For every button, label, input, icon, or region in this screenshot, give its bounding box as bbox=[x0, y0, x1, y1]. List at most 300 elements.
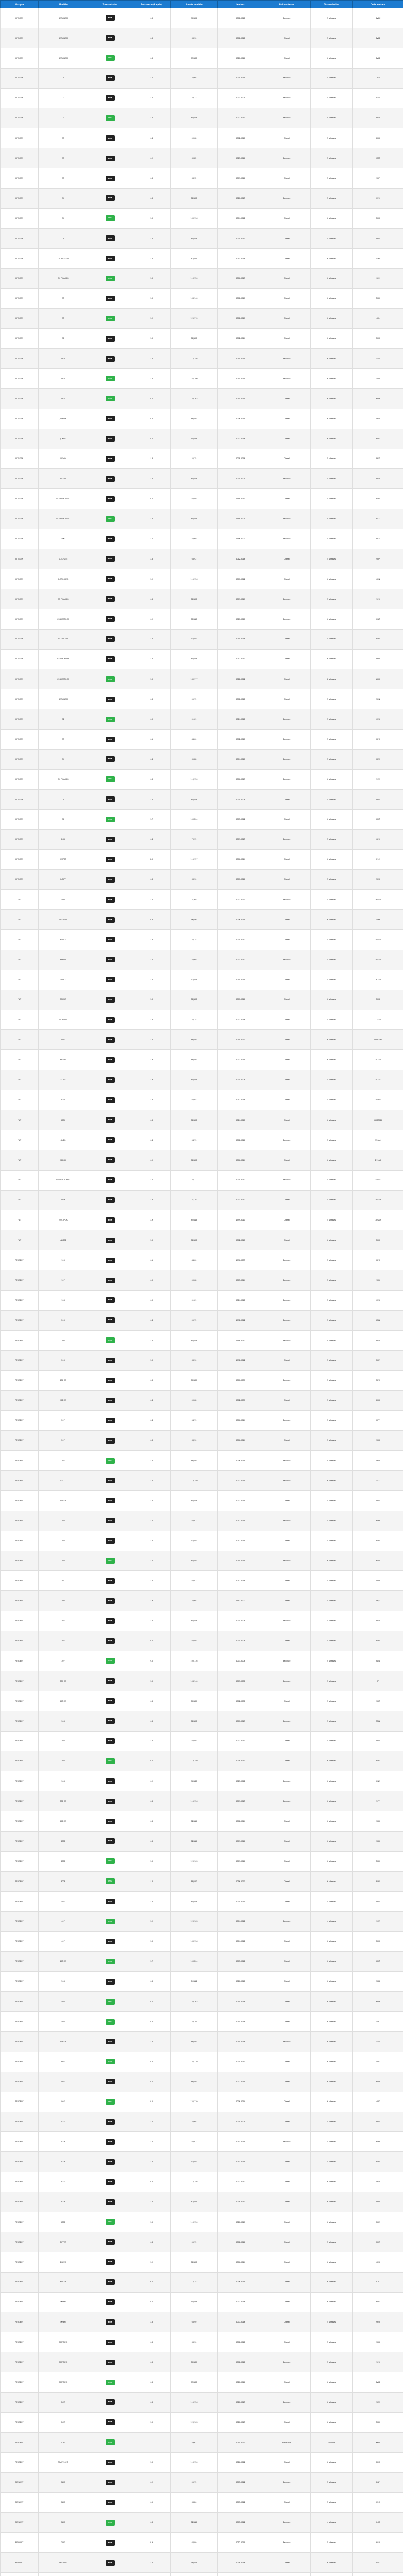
table-cell: 55/75 bbox=[171, 2472, 218, 2493]
transmission-badge: BVM bbox=[106, 2540, 115, 2546]
table-cell: 5FX bbox=[353, 769, 403, 789]
table-cell: 1.2 bbox=[132, 1771, 171, 1791]
transmission-badge: BVM bbox=[106, 256, 115, 261]
table-cell: 100/136 bbox=[171, 1931, 218, 1952]
table-cell: C4 bbox=[39, 208, 88, 228]
table-cell: Diesel bbox=[263, 1150, 311, 1170]
table-cell: 199A2 bbox=[353, 929, 403, 950]
table-cell: 120/163 bbox=[171, 1992, 218, 2012]
table-cell: Diesel bbox=[263, 2172, 311, 2192]
table-cell: 5 vitesses bbox=[311, 1010, 353, 1030]
table-cell: 96/130 bbox=[171, 1771, 218, 1791]
table-cell: PEUGEOT bbox=[1, 1891, 39, 1911]
table-cell: 110/150 bbox=[171, 2212, 218, 2232]
table-cell: FIAT bbox=[1, 1030, 39, 1050]
table-cell: 120/163 bbox=[171, 388, 218, 409]
table-cell: PEUGEOT bbox=[1, 2012, 39, 2032]
transmission-badge: BVM bbox=[106, 1838, 115, 1844]
table-row bbox=[1, 1631, 403, 1651]
table-cell: Diesel bbox=[263, 2252, 311, 2272]
table-cell: CITROEN bbox=[1, 469, 39, 489]
table-cell: 6 vitesses bbox=[311, 1771, 353, 1791]
table-cell: 5 vitesses bbox=[311, 1210, 353, 1230]
table-cell: 4007 bbox=[39, 2172, 88, 2192]
transmission-badge: BVM bbox=[106, 1297, 115, 1303]
table-cell: 115/156 bbox=[171, 2172, 218, 2192]
table-cell: C5 bbox=[39, 789, 88, 809]
table-cell: 55/75 bbox=[171, 449, 218, 469]
table-cell: 1.2 bbox=[132, 950, 171, 970]
table-cell: 1.6 bbox=[132, 1791, 171, 1811]
transmission-badge: BVA bbox=[106, 2099, 115, 2105]
table-cell: 6 vitesses bbox=[311, 809, 353, 829]
table-cell: Diesel bbox=[263, 1531, 311, 1551]
table-cell: 55/75 bbox=[171, 689, 218, 709]
table-cell bbox=[88, 2372, 132, 2393]
table-cell: 308 SW bbox=[39, 1811, 88, 1832]
table-cell: Diesel bbox=[263, 549, 311, 569]
table-cell: 2013-2016 bbox=[218, 148, 263, 168]
table-cell: 5 vitesses bbox=[311, 749, 353, 769]
table-cell bbox=[88, 1050, 132, 1070]
table-cell: 103/140 bbox=[171, 1671, 218, 1691]
table-cell: CITROEN bbox=[1, 730, 39, 750]
table-cell bbox=[88, 28, 132, 48]
transmission-badge: BVM bbox=[106, 156, 115, 161]
table-row bbox=[1, 910, 403, 930]
table-cell: 2011-2018 bbox=[218, 2012, 263, 2032]
table-cell: PEUGEOT bbox=[1, 1571, 39, 1591]
transmission-badge: BVM bbox=[106, 756, 115, 762]
table-cell: 4HL bbox=[353, 309, 403, 329]
table-cell bbox=[88, 2192, 132, 2212]
column-header: Modèle bbox=[39, 1, 88, 8]
table-cell: 2010-2015 bbox=[218, 189, 263, 209]
table-cell: 1.6 bbox=[132, 2513, 171, 2533]
table-cell: 807 bbox=[39, 2072, 88, 2092]
table-cell: HMZ bbox=[353, 2132, 403, 2152]
table-cell: 1.6 bbox=[132, 1571, 171, 1591]
table-cell: 5 vitesses bbox=[311, 2472, 353, 2493]
table-cell: 88/120 bbox=[171, 1230, 218, 1250]
transmission-badge: BVM bbox=[106, 2560, 115, 2566]
table-cell: Essence bbox=[263, 890, 311, 910]
table-cell: 120/163 bbox=[171, 1911, 218, 1931]
table-cell: Électrique bbox=[263, 2432, 311, 2452]
table-row bbox=[1, 68, 403, 88]
table-row bbox=[1, 168, 403, 189]
table-cell: 88/120 bbox=[171, 409, 218, 429]
table-cell: CLIO bbox=[39, 2493, 88, 2513]
table-cell: 2.0 bbox=[132, 2212, 171, 2232]
transmission-badge: BVM bbox=[106, 1017, 115, 1023]
table-cell: 2.0 bbox=[132, 1350, 171, 1370]
table-cell bbox=[88, 1150, 132, 1170]
table-cell: RENAULT bbox=[1, 2553, 39, 2573]
table-cell: 2.0 bbox=[132, 268, 171, 289]
table-cell: Essence bbox=[263, 1170, 311, 1190]
table-cell: 2008-2016 bbox=[218, 2553, 263, 2573]
table-cell: Diesel bbox=[263, 429, 311, 449]
table-cell: HFX bbox=[353, 730, 403, 750]
table-cell: BHY bbox=[353, 1531, 403, 1551]
table-cell: Essence bbox=[263, 1671, 311, 1691]
table-cell: RHR bbox=[353, 329, 403, 349]
table-cell: 1997-2002 bbox=[218, 1591, 263, 1611]
table-cell: 6 vitesses bbox=[311, 2372, 353, 2393]
table-cell: 110/150 bbox=[171, 1751, 218, 1771]
table-cell: 2005-2014 bbox=[218, 68, 263, 88]
table-cell: 80/109 bbox=[171, 789, 218, 809]
table-cell: 90/122 bbox=[171, 8, 218, 28]
table-cell: Essence bbox=[263, 1130, 311, 1150]
transmission-badge: BVM bbox=[106, 616, 115, 622]
table-cell bbox=[88, 2212, 132, 2232]
transmission-badge: BVM bbox=[106, 2039, 115, 2044]
table-cell: 2003-2012 bbox=[218, 950, 263, 970]
table-cell: 4HL bbox=[353, 2012, 403, 2032]
table-cell bbox=[88, 369, 132, 389]
table-cell: 1.8 bbox=[132, 509, 171, 529]
table-cell: CITROEN bbox=[1, 289, 39, 309]
table-row bbox=[1, 1110, 403, 1130]
table-cell: Diesel bbox=[263, 2553, 311, 2573]
table-cell bbox=[88, 709, 132, 730]
table-cell: FIAT bbox=[1, 1210, 39, 1230]
table-cell: DS4 bbox=[39, 369, 88, 389]
table-cell: 1.4 bbox=[132, 1130, 171, 1150]
table-row bbox=[1, 409, 403, 429]
table-cell: 2.2 bbox=[132, 309, 171, 329]
table-cell: 1.1 bbox=[132, 529, 171, 549]
table-cell: 308 bbox=[39, 1771, 88, 1791]
table-cell: FIAT bbox=[1, 990, 39, 1010]
table-cell: 5 vitesses bbox=[311, 890, 353, 910]
table-cell: 2.2 bbox=[132, 2172, 171, 2192]
table-cell: 2001-2008 bbox=[218, 1070, 263, 1090]
table-cell: 82/112 bbox=[171, 2513, 218, 2533]
table-cell: 73/100 bbox=[171, 1531, 218, 1551]
table-row bbox=[1, 1651, 403, 1671]
table-cell: 192A8 bbox=[353, 1050, 403, 1070]
table-cell: 88/120 bbox=[171, 2072, 218, 2092]
table-cell: 3.0 bbox=[132, 2272, 171, 2292]
table-cell: 1.4 bbox=[132, 829, 171, 850]
table-cell: Essence bbox=[263, 2031, 311, 2052]
table-cell bbox=[88, 48, 132, 68]
table-cell: FHZ bbox=[353, 2232, 403, 2252]
table-cell: 2.0 bbox=[132, 1230, 171, 1250]
table-cell: 207 bbox=[39, 1431, 88, 1451]
table-cell: 2004-2011 bbox=[218, 1931, 263, 1952]
table-cell: 2014-2019 bbox=[218, 1551, 263, 1571]
table-cell: 1.2 bbox=[132, 2132, 171, 2152]
table-cell: 307 CC bbox=[39, 1671, 88, 1691]
table-cell: Essence bbox=[263, 2392, 311, 2412]
table-cell: 1.6 bbox=[132, 1451, 171, 1471]
table-cell bbox=[88, 1431, 132, 1451]
table-row bbox=[1, 1471, 403, 1491]
table-cell: Essence bbox=[263, 2533, 311, 2553]
table-cell: — bbox=[132, 2432, 171, 2452]
table-cell: EXPERT bbox=[39, 2292, 88, 2312]
table-cell: 8HX bbox=[353, 128, 403, 148]
transmission-badge: BVM bbox=[106, 1939, 115, 1944]
table-cell bbox=[88, 1411, 132, 1431]
table-cell: 207 SW bbox=[39, 1490, 88, 1511]
table-cell: 110/150 bbox=[171, 1471, 218, 1491]
table-cell: 1.1 bbox=[132, 730, 171, 750]
table-cell: 6 vitesses bbox=[311, 329, 353, 349]
transmission-badge: BVM bbox=[106, 1358, 115, 1363]
table-cell: 2016-2022 bbox=[218, 2452, 263, 2472]
table-cell: 2007-2013 bbox=[218, 1731, 263, 1751]
table-cell: BERLINGO bbox=[39, 689, 88, 709]
transmission-badge: BVM bbox=[106, 1378, 115, 1383]
transmission-badge: BVA bbox=[106, 1919, 115, 1924]
table-cell: 2002-2010 bbox=[218, 128, 263, 148]
table-cell: 9HU bbox=[353, 870, 403, 890]
table-cell: 88/120 bbox=[171, 2031, 218, 2052]
table-cell: 2.0 bbox=[132, 2072, 171, 2092]
transmission-badge: BVA bbox=[106, 717, 115, 722]
transmission-badge: BVM bbox=[106, 1498, 115, 1503]
table-cell bbox=[88, 890, 132, 910]
table-cell: Diesel bbox=[263, 1190, 311, 1210]
table-cell: 2010-2015 bbox=[218, 2412, 263, 2432]
table-cell: CITROEN bbox=[1, 569, 39, 589]
table-cell: PEUGEOT bbox=[1, 2092, 39, 2112]
table-cell: UHZ bbox=[353, 809, 403, 829]
table-cell: 2006-2014 bbox=[218, 1451, 263, 1471]
table-cell bbox=[88, 2112, 132, 2132]
table-cell: C5 bbox=[39, 289, 88, 309]
table-cell: 1.3 bbox=[132, 2232, 171, 2252]
transmission-badge: BVM bbox=[106, 917, 115, 923]
table-cell: RHR bbox=[353, 1931, 403, 1952]
table-cell: C-CROSSER bbox=[39, 569, 88, 589]
table-cell: 2007-2015 bbox=[218, 1471, 263, 1491]
table-cell: 1.6 bbox=[132, 1471, 171, 1491]
table-cell: 130/177 bbox=[171, 669, 218, 689]
table-cell: 6 vitesses bbox=[311, 609, 353, 629]
table-cell: 66/90 bbox=[171, 2312, 218, 2332]
table-cell: FIAT bbox=[1, 929, 39, 950]
table-cell: 2015-2020 bbox=[218, 1030, 263, 1050]
table-cell: 2010-2018 bbox=[218, 1992, 263, 2012]
table-row bbox=[1, 268, 403, 289]
table-cell: 6 vitesses bbox=[311, 289, 353, 309]
table-cell: CITROEN bbox=[1, 449, 39, 469]
table-cell: Diesel bbox=[263, 870, 311, 890]
table-cell: Diesel bbox=[263, 1090, 311, 1110]
table-cell: HNZ bbox=[353, 1551, 403, 1571]
transmission-badge: BVA bbox=[106, 2520, 115, 2526]
transmission-badge: BVM bbox=[106, 737, 115, 742]
table-cell: 68/92 bbox=[171, 1571, 218, 1591]
table-cell: 188A9 bbox=[353, 1190, 403, 1210]
table-cell: JUMPY bbox=[39, 870, 88, 890]
table-cell: 5 vitesses bbox=[311, 629, 353, 649]
table-cell: 80/109 bbox=[171, 108, 218, 128]
transmission-badge: BVA bbox=[106, 516, 115, 522]
table-row bbox=[1, 2192, 403, 2212]
transmission-badge: BVM bbox=[106, 1538, 115, 1544]
table-cell: AHM bbox=[353, 2452, 403, 2472]
table-cell: 73/100 bbox=[171, 629, 218, 649]
table-cell: FIAT bbox=[1, 1010, 39, 1030]
table-cell: 2009-2017 bbox=[218, 589, 263, 609]
table-cell bbox=[88, 1391, 132, 1411]
transmission-badge: BVM bbox=[106, 2399, 115, 2405]
table-cell bbox=[88, 789, 132, 809]
column-header: Marque bbox=[1, 1, 39, 8]
table-cell bbox=[88, 1010, 132, 1030]
table-cell: Essence bbox=[263, 108, 311, 128]
table-cell: 2.2 bbox=[132, 409, 171, 429]
table-cell: Diesel bbox=[263, 1851, 311, 1871]
table-cell: PEUGEOT bbox=[1, 2292, 39, 2312]
table-cell bbox=[88, 2513, 132, 2533]
table-cell: 1.1 bbox=[132, 1250, 171, 1270]
table-cell: 2002-2010 bbox=[218, 1230, 263, 1250]
table-cell: 4HN bbox=[353, 2172, 403, 2192]
table-cell bbox=[88, 629, 132, 649]
table-cell: Diesel bbox=[263, 168, 311, 189]
table-cell: DV6C bbox=[353, 8, 403, 28]
table-cell: 2009-2017 bbox=[218, 2192, 263, 2212]
table-cell: 208 bbox=[39, 1551, 88, 1571]
table-cell: 84/114 bbox=[171, 1972, 218, 1992]
table-cell: Essence bbox=[263, 2132, 311, 2152]
table-cell: 50/68 bbox=[171, 1591, 218, 1611]
table-cell: 2010-2015 bbox=[218, 2392, 263, 2412]
table-cell: 1.6 bbox=[132, 649, 171, 669]
table-row bbox=[1, 890, 403, 910]
table-cell bbox=[88, 1190, 132, 1210]
table-cell: 3008 bbox=[39, 1871, 88, 1891]
table-cell: Diesel bbox=[263, 2212, 311, 2232]
table-cell: 1.6 bbox=[132, 48, 171, 68]
table-cell: 1998-2012 bbox=[218, 1310, 263, 1330]
table-cell: 263A3 bbox=[353, 970, 403, 990]
table-cell: 5 vitesses bbox=[311, 2112, 353, 2132]
transmission-badge: BVA bbox=[106, 316, 115, 321]
table-cell: C1 bbox=[39, 68, 88, 88]
table-cell: 4HT bbox=[353, 2092, 403, 2112]
table-cell: 206 SW bbox=[39, 1391, 88, 1411]
table-row bbox=[1, 1090, 403, 1110]
table-cell: DOBLO bbox=[39, 970, 88, 990]
table-cell: 2002-2007 bbox=[218, 1391, 263, 1411]
table-cell: CITROEN bbox=[1, 309, 39, 329]
table-cell: 100/136 bbox=[171, 208, 218, 228]
table-cell: 5 vitesses bbox=[311, 709, 353, 730]
table-cell: 1.5 bbox=[132, 2553, 171, 2573]
transmission-badge: BVM bbox=[106, 1157, 115, 1163]
table-row bbox=[1, 2252, 403, 2272]
table-cell: 2.0 bbox=[132, 1931, 171, 1952]
table-cell: 2012-2018 bbox=[218, 549, 263, 569]
table-cell bbox=[88, 168, 132, 189]
table-cell: Diesel bbox=[263, 388, 311, 409]
table-cell: FIAT bbox=[1, 1050, 39, 1070]
table-cell: RHJ bbox=[353, 268, 403, 289]
table-cell: 5 vitesses bbox=[311, 1291, 353, 1311]
table-cell: 1.4 bbox=[132, 1411, 171, 1431]
table-cell: RCZ bbox=[39, 2412, 88, 2432]
table-cell: 68/92 bbox=[171, 168, 218, 189]
table-row bbox=[1, 2292, 403, 2312]
table-cell: CITROEN bbox=[1, 28, 39, 48]
table-row bbox=[1, 1250, 403, 1270]
table-cell bbox=[88, 2012, 132, 2032]
table-cell: XSARA PICASSO bbox=[39, 509, 88, 529]
table-cell: 2.3 bbox=[132, 910, 171, 930]
table-cell: 65/88 bbox=[171, 749, 218, 769]
table-cell: 2008 bbox=[39, 2152, 88, 2172]
table-cell: C4 PICASSO bbox=[39, 248, 88, 268]
table-cell: 66/90 bbox=[171, 489, 218, 509]
table-row bbox=[1, 108, 403, 128]
table-cell: CITROEN bbox=[1, 870, 39, 890]
table-cell: Diesel bbox=[263, 2372, 311, 2393]
table-cell: 2006-2013 bbox=[218, 268, 263, 289]
table-cell: Essence bbox=[263, 1310, 311, 1330]
table-cell: 5FU bbox=[353, 369, 403, 389]
table-cell: CITROEN bbox=[1, 589, 39, 609]
table-cell: Essence bbox=[263, 2352, 311, 2372]
table-cell: 2006-2014 bbox=[218, 910, 263, 930]
table-row bbox=[1, 2312, 403, 2332]
table-cell: 5 vitesses bbox=[311, 2352, 353, 2372]
table-cell: 1.6 bbox=[132, 469, 171, 489]
table-cell: 66/90 bbox=[171, 870, 218, 890]
table-cell: 88/120 bbox=[171, 990, 218, 1010]
table-cell: Essence bbox=[263, 68, 311, 88]
table-row bbox=[1, 1851, 403, 1871]
table-cell: 208 bbox=[39, 1511, 88, 1531]
table-cell: Diesel bbox=[263, 1010, 311, 1030]
table-cell: PEUGEOT bbox=[1, 2152, 39, 2172]
table-cell: Essence bbox=[263, 1471, 311, 1491]
table-cell: 6FZ bbox=[353, 509, 403, 529]
table-cell: 1.3 bbox=[132, 1090, 171, 1110]
table-header bbox=[1, 1, 403, 8]
table-row bbox=[1, 1911, 403, 1931]
table-cell: Diesel bbox=[263, 489, 311, 509]
table-cell: 5 vitesses bbox=[311, 128, 353, 148]
table-cell: 1KR bbox=[353, 1270, 403, 1291]
table-cell bbox=[88, 1511, 132, 1531]
table-row bbox=[1, 1490, 403, 1511]
table-cell bbox=[88, 1931, 132, 1952]
table-row bbox=[1, 2533, 403, 2553]
table-row bbox=[1, 1070, 403, 1090]
table-row bbox=[1, 2452, 403, 2472]
table-row bbox=[1, 689, 403, 709]
table-cell: 55/75 bbox=[171, 2232, 218, 2252]
table-cell: 6 vitesses bbox=[311, 1791, 353, 1811]
table-cell: BIPPER bbox=[39, 2232, 88, 2252]
table-cell: 5 vitesses bbox=[311, 1671, 353, 1691]
table-cell: Diesel bbox=[263, 1050, 311, 1070]
table-row bbox=[1, 2112, 403, 2132]
table-cell: CITROEN bbox=[1, 68, 39, 88]
table-cell bbox=[88, 1330, 132, 1350]
table-cell: 110/150 bbox=[171, 2452, 218, 2472]
table-cell: 2010-2018 bbox=[218, 1972, 263, 1992]
